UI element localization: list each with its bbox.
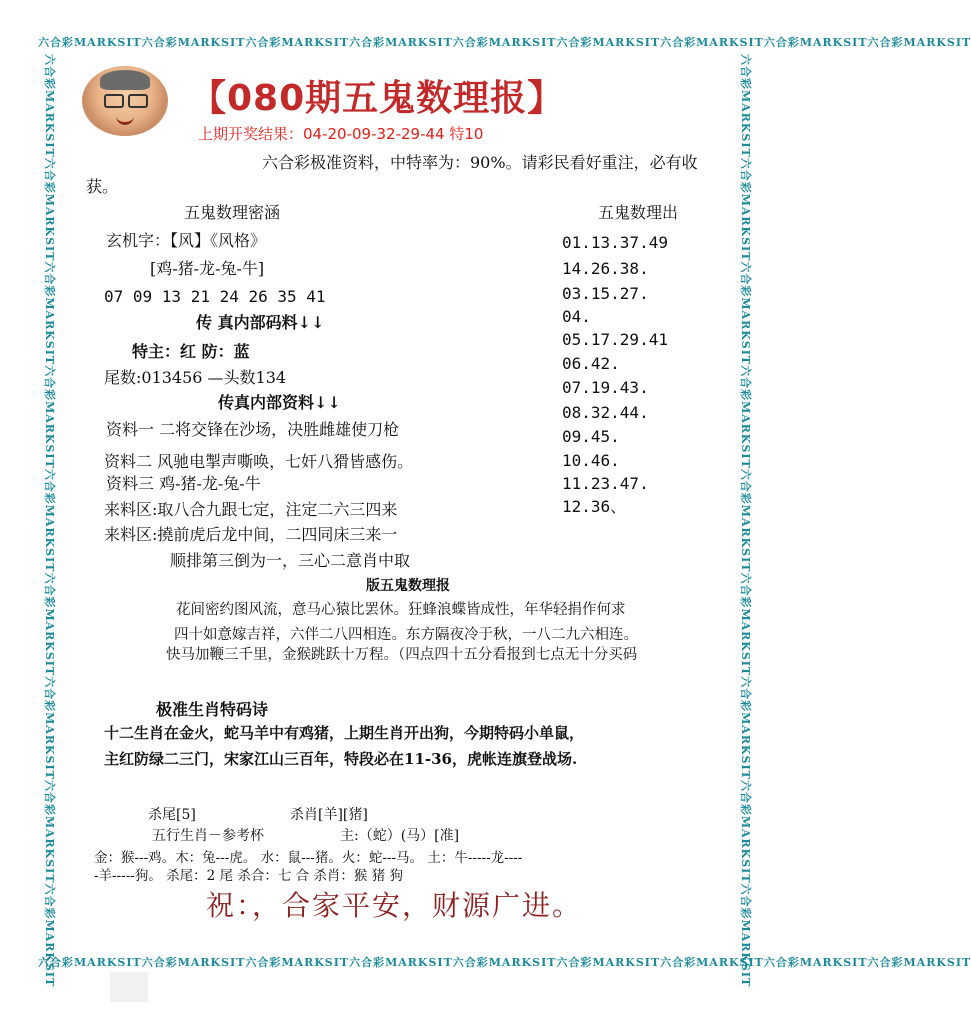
left-border-text: 六合彩MARKSIT六合彩MARKSIT六合彩MARKSIT六合彩MARKSIT六合彩MARKSIT六合彩MARKSIT六合彩MARKSIT六合彩MARKSIT六合彩MARKSIT xyxy=(43,54,56,988)
intro-line-1: 六合彩极准资料，中特率为：90%。请彩民看好重注，必有收 xyxy=(262,153,698,172)
page-title: 【080期五鬼数理报】 xyxy=(190,78,565,119)
ziliao-3: 资料三 鸡-猪-龙-兔-牛 xyxy=(106,474,261,493)
special-heading: 极准生肖特码诗 xyxy=(156,700,269,719)
left-border xyxy=(38,54,60,988)
number-list: 07 09 13 21 24 26 35 41 xyxy=(104,287,326,306)
wuxing-line-1: 金：猴---鸡。木：兔---虎。 水：鼠---猪。火：蛇---马。 土：牛-----龙---- xyxy=(94,850,523,866)
poem-heading: 版五鬼数理报 xyxy=(366,578,450,594)
shaxiao-text: 杀肖[羊][猪] xyxy=(290,807,368,823)
top-border xyxy=(38,32,971,54)
right-number-row: 10.46. xyxy=(562,451,620,470)
right-number-row: 03.15.27. xyxy=(562,284,649,303)
wuxing-line-2: -羊-----狗。 杀尾：2 尾 杀合：七 合 杀肖：猴 猪 狗 xyxy=(94,868,403,884)
last-result: 上期开奖结果：04-20-09-32-29-44 特10 xyxy=(198,125,484,143)
right-number-row: 06.42. xyxy=(562,354,620,373)
intro-line-2: 获。 xyxy=(86,177,119,196)
ziliao-1: 资料一 二将交锋在沙场，决胜雌雄使刀枪 xyxy=(106,420,400,439)
right-number-row: 14.26.38. xyxy=(562,259,649,278)
right-heading: 五鬼数理出 xyxy=(598,203,679,222)
poem-line-3: 快马加鞭三千里，金猴跳跃十万程。（四点四十五分看报到七点无十分买码 xyxy=(166,647,638,663)
right-number-row: 11.23.47. xyxy=(562,474,649,493)
special-line-1: 十二生肖在金火，蛇马羊中有鸡猪，上期生肖开出狗，今期特码小单鼠， xyxy=(104,724,585,742)
blessing-slogan: 祝：，合家平安，财源广进。 xyxy=(206,889,583,922)
xuanji-text: 玄机字：【风】《风格》 xyxy=(106,231,267,250)
right-number-row: 05.17.29.41 xyxy=(562,330,668,349)
wuxing-text: 五行生肖－参考杯 xyxy=(152,828,264,844)
right-number-row: 08.32.44. xyxy=(562,403,649,422)
right-number-row: 01.13.37.49 xyxy=(562,233,668,252)
right-border xyxy=(734,54,756,988)
weishu-text: 尾数:013456 —头数134 xyxy=(104,368,287,387)
top-border-text: 六合彩MARKSIT六合彩MARKSIT六合彩MARKSIT六合彩MARKSIT六合彩MARKSIT六合彩MARKSIT六合彩MARKSIT六合彩MARKSIT六合彩MARKSIT xyxy=(38,36,971,49)
right-border-text: 六合彩MARKSIT六合彩MARKSIT六合彩MARKSIT六合彩MARKSIT六合彩MARKSIT六合彩MARKSIT六合彩MARKSIT六合彩MARKSIT六合彩MARKSIT xyxy=(739,54,752,988)
fax-heading-2: 传真内部资料↓↓ xyxy=(218,393,341,412)
tezhu-text: 特主：红 防：蓝 xyxy=(132,342,250,361)
bottom-border-text: 六合彩MARKSIT六合彩MARKSIT六合彩MARKSIT六合彩MARKSIT六合彩MARKSIT六合彩MARKSIT六合彩MARKSIT六合彩MARKSIT六合彩MARKSIT xyxy=(38,956,971,969)
avatar xyxy=(82,66,168,136)
page-smudge xyxy=(110,972,148,1002)
right-number-row: 07.19.43. xyxy=(562,378,649,397)
poem-line-2: 四十如意嫁吉祥，六伴二八四相连。东方隔夜冷于秋，一八二九六相连。 xyxy=(174,627,638,643)
right-number-row: 09.45. xyxy=(562,427,620,446)
ziliao-2: 资料二 风驰电掣声嘶唤，七奸八猾皆感伤。 xyxy=(104,452,414,471)
fax-heading-1: 传 真内部码料↓↓ xyxy=(196,313,325,332)
zhu-text: 主:（蛇）(马）[准] xyxy=(340,828,460,844)
special-line-2: 主红防绿二三门，宋家江山三百年，特段必在11-36，虎帐连旗登战场. xyxy=(104,750,578,768)
left-heading: 五鬼数理密涵 xyxy=(184,203,281,222)
laili-3: 顺排第三倒为一，三心二意肖中取 xyxy=(170,551,411,570)
shawei-text: 杀尾[5] xyxy=(148,807,196,823)
laili-2: 来料区:撓前虎后龙中间，二四同床三来一 xyxy=(104,525,398,544)
poem-line-1: 花间密约图风流，意马心猿比罢休。狂蜂浪蝶皆成性，年华轻捐作何求 xyxy=(176,602,626,618)
zodiac-list: [鸡-猪-龙-兔-牛] xyxy=(150,259,265,278)
right-number-row: 04. xyxy=(562,307,591,326)
laili-1: 来料区:取八合九跟七定，注定二六三四来 xyxy=(104,500,398,519)
bottom-border xyxy=(38,952,971,974)
right-number-row: 12.36、 xyxy=(562,497,627,516)
